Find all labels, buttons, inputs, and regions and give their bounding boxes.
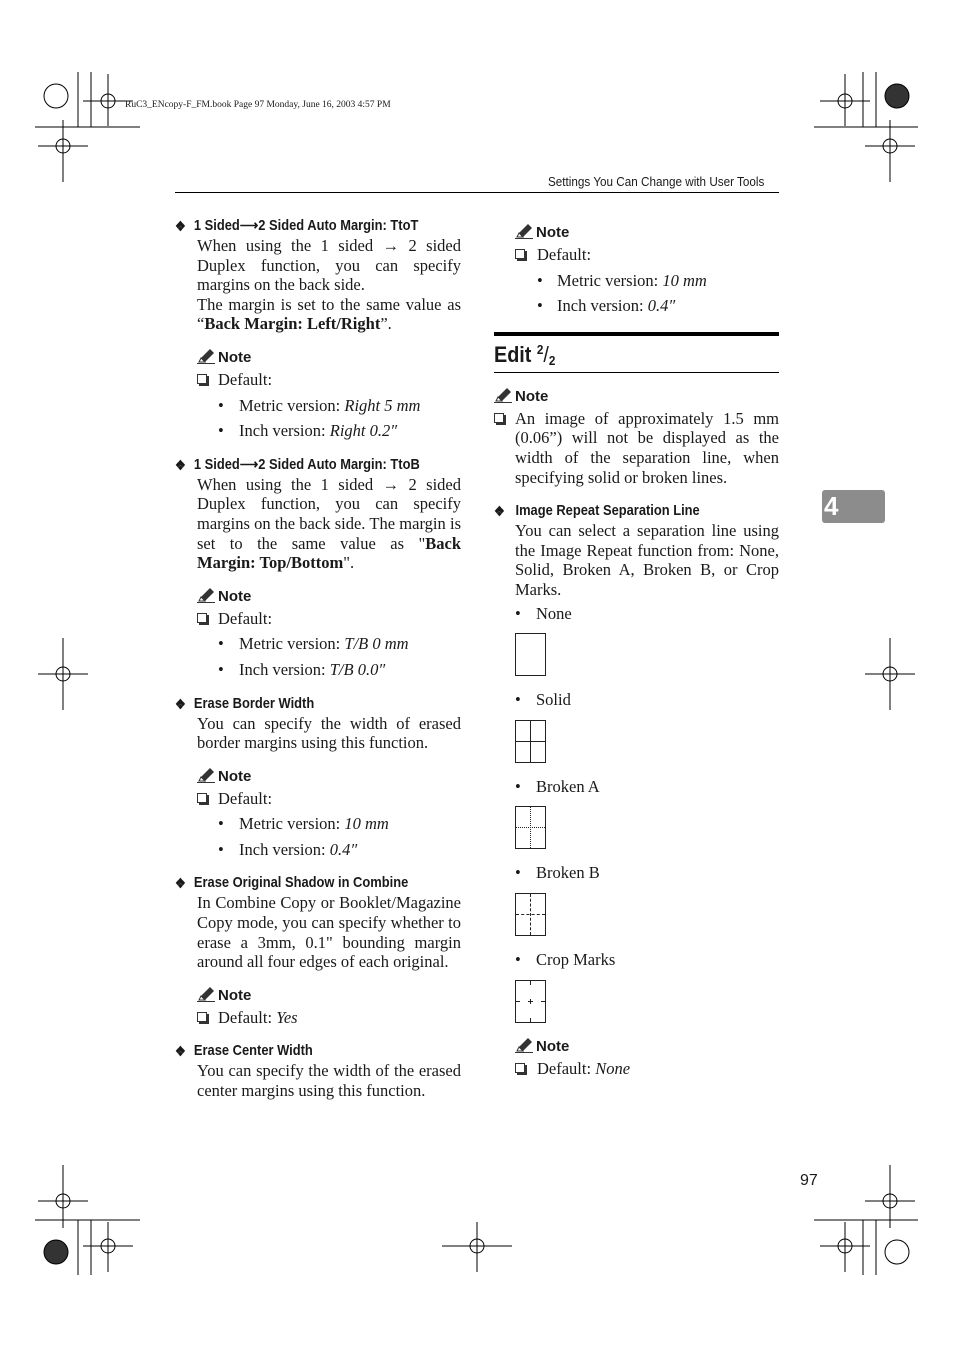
section-body: You can specify the width of erased border margins using this function. [197, 713, 461, 753]
separation-broken-a-illustration [515, 806, 546, 849]
pencil-note-icon [515, 1037, 533, 1053]
section-title: Edit $^2/_2$ [494, 332, 779, 373]
section-body: In Combine Copy or Booklet/Magazine Copy mode, you can specify whether to erase a 3mm, 0.1" bounding margin around all four edges of each original. [197, 893, 461, 972]
note-heading: Note [494, 223, 779, 243]
section-body: When using the 1 sided → 2 sided Duplex function, you can specify margins on the back side. The margin is set to the same value as "Back Margin: Top/Bottom". [197, 474, 461, 573]
list-item: • Inch version: 0.4″ [537, 296, 676, 316]
pencil-note-icon [515, 223, 533, 239]
list-item: • Inch version: T/B 0.0″ [218, 659, 386, 679]
pencil-note-icon [494, 387, 512, 403]
separation-crop-marks-illustration [515, 980, 546, 1023]
list-item: • Crop Marks [515, 949, 616, 969]
pencil-note-icon [197, 986, 215, 1002]
pencil-note-icon [197, 587, 215, 603]
list-item: • Broken B [515, 863, 600, 883]
note-heading: Note [175, 348, 461, 368]
section-heading: ❖ 1 Sided⟶2 Sided Auto Margin: TtoB [175, 455, 420, 473]
section-body: You can select a separation line using the Image Repeat function from: None, Solid, Broken A, Broken B, or Crop Marks. [515, 521, 779, 599]
section-body: You can specify the width of the erased center margins using this function. [197, 1061, 461, 1101]
left-column [175, 216, 461, 1101]
list-item: • Solid [515, 690, 571, 710]
list-item: • Inch version: 0.4″ [218, 839, 358, 859]
pencil-note-icon [197, 767, 215, 783]
checkbox-line: Default: None [494, 1059, 779, 1079]
note-heading: Note [175, 986, 461, 1006]
diamond-bullet-icon: ❖ [175, 1043, 186, 1060]
diamond-bullet-icon: ❖ [175, 695, 186, 712]
section-heading: ❖ 1 Sided⟶2 Sided Auto Margin: TtoT [175, 217, 419, 234]
checkbox-line: Default: Yes [175, 1008, 461, 1028]
note-heading: Note [175, 587, 461, 607]
header-rule [175, 192, 779, 193]
chapter-tab: 4 [822, 490, 885, 523]
checkbox-icon [197, 793, 207, 803]
checkbox-line: An image of approximately 1.5 mm (0.06”) will not be displayed as the width of the separation line, when specifying solid or broken lines. [494, 409, 779, 487]
checkbox-line: Default: [175, 789, 461, 809]
section-heading: ❖ Erase Original Shadow in Combine [175, 874, 409, 892]
section-heading: ❖ Image Repeat Separation Line [494, 502, 700, 520]
checkbox-line: Default: [175, 609, 461, 629]
list-item: • Metric version: Right 5 mm [218, 395, 421, 415]
checkbox-icon [494, 413, 504, 423]
diamond-bullet-icon: ❖ [175, 875, 186, 892]
section-heading: ❖ Erase Center Width [175, 1042, 313, 1060]
note-heading: Note [494, 1037, 779, 1057]
diamond-bullet-icon: ❖ [175, 218, 186, 234]
list-item: • Inch version: Right 0.2″ [218, 421, 398, 441]
list-item: • Broken A [515, 776, 600, 796]
running-head: Settings You Can Change with User Tools [548, 174, 765, 189]
list-item: • None [515, 603, 572, 623]
checkbox-icon [515, 249, 525, 259]
list-item: • Metric version: 10 mm [537, 270, 707, 290]
list-item: • Metric version: 10 mm [218, 814, 389, 834]
checkbox-icon [197, 613, 207, 623]
separation-broken-b-illustration [515, 893, 546, 936]
pencil-note-icon [197, 348, 215, 364]
checkbox-line: Default: [494, 245, 779, 265]
diamond-bullet-icon: ❖ [175, 456, 186, 473]
section-body: When using the 1 sided → 2 sided Duplex function, you can specify margins on the back side. The margin is set to the same value as “Back Margin: Left/Right”. [197, 236, 461, 334]
list-item: • Metric version: T/B 0 mm [218, 634, 409, 654]
checkbox-icon [515, 1063, 525, 1073]
note-heading: Note [175, 767, 461, 787]
checkbox-icon [197, 374, 207, 384]
separation-none-illustration [515, 633, 546, 676]
section-heading: ❖ Erase Border Width [175, 694, 315, 712]
separation-solid-illustration [515, 720, 546, 763]
right-column [494, 223, 779, 1078]
checkbox-icon [197, 1012, 207, 1022]
note-heading: Note [494, 387, 779, 407]
diamond-bullet-icon: ❖ [494, 503, 505, 520]
checkbox-line: Default: [175, 370, 461, 390]
file-info: RuC3_ENcopy-F_FM.book Page 97 Monday, June 16, 2003 4:57 PM [125, 100, 391, 110]
page-number: 97 [800, 1172, 818, 1189]
